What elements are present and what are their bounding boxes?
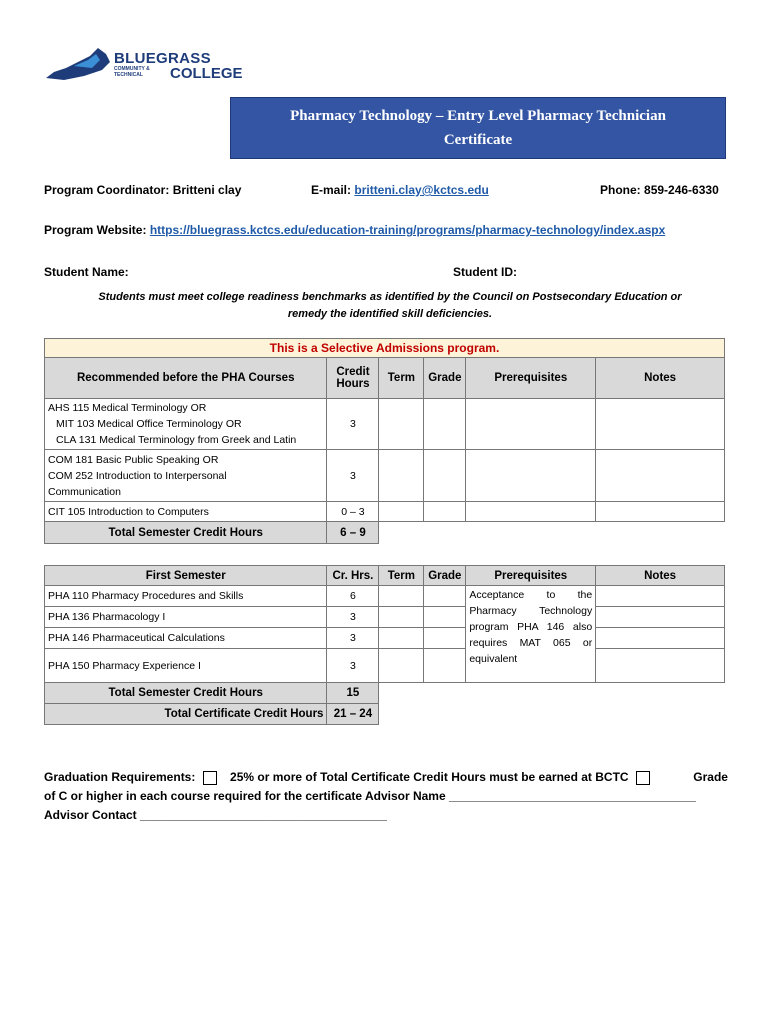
website-link[interactable]: https://bluegrass.kctcs.edu/education-training/programs/pharmacy-technology/index.aspx — [149, 223, 666, 237]
table-row — [45, 649, 725, 683]
course-cell: CIT 105 Introduction to Computers — [45, 502, 327, 522]
table-row — [45, 607, 725, 628]
credit-cell: 3 — [327, 628, 379, 649]
course-line: Communication — [48, 485, 121, 498]
advisor-name-line[interactable]: _____________________________________ — [449, 789, 696, 803]
blank — [379, 683, 725, 704]
grad-line-3 — [44, 806, 734, 825]
selective-admissions-banner: This is a Selective Admissions program. — [45, 339, 725, 358]
logo-college: COLLEGE — [170, 65, 243, 82]
notes-cell[interactable] — [596, 586, 725, 607]
credit-cell: 3 — [327, 607, 379, 628]
term-cell[interactable] — [379, 607, 424, 628]
phone — [600, 183, 719, 197]
phone-label: Phone: — [600, 183, 641, 197]
certificate-total-label: Total Certificate Credit Hours — [45, 704, 327, 725]
header-course: Recommended before the PHA Courses — [45, 358, 327, 399]
header-prereq: Prerequisites — [466, 358, 596, 399]
notes-cell[interactable] — [596, 607, 725, 628]
grad-line-1 — [44, 768, 734, 787]
notes-cell[interactable] — [596, 502, 725, 522]
grade-cell[interactable] — [424, 649, 466, 683]
checkbox-residency[interactable] — [203, 771, 217, 785]
header-prereq: Prerequisites — [466, 566, 596, 586]
course-line: AHS 115 Medical Terminology OR — [48, 402, 207, 414]
course-cell: PHA 110 Pharmacy Procedures and Skills — [45, 586, 327, 607]
course-line: CLA 131 Medical Terminology from Greek and Latin — [56, 434, 297, 446]
recommended-courses-table — [44, 338, 725, 544]
table-row — [45, 628, 725, 649]
page-title — [230, 97, 726, 159]
term-cell[interactable] — [379, 399, 424, 450]
notes-cell[interactable] — [596, 450, 725, 502]
term-cell[interactable] — [379, 649, 424, 683]
prereq-cell — [466, 450, 596, 502]
first-semester-table — [44, 565, 725, 725]
email-link[interactable]: britteni.clay@kctcs.edu — [354, 183, 489, 197]
coordinator-label: Program Coordinator: — [44, 183, 170, 197]
credit-cell: 6 — [327, 586, 379, 607]
student-name-label: Student Name: — [44, 265, 129, 279]
notes-cell[interactable] — [596, 628, 725, 649]
notes-cell[interactable] — [596, 649, 725, 683]
term-cell[interactable] — [379, 628, 424, 649]
course-line: COM 252 Introduction to Interpersonal — [48, 469, 227, 482]
blank — [379, 522, 725, 544]
course-cell: PHA 150 Pharmacy Experience I — [45, 649, 327, 683]
title-line-2: Certificate — [443, 132, 513, 148]
course-line: MIT 103 Medical Office Terminology OR — [56, 418, 242, 430]
graduation-requirements — [44, 768, 734, 825]
coordinator — [44, 183, 241, 197]
grade-cell[interactable] — [424, 450, 466, 502]
course-cell — [45, 399, 327, 450]
total-value: 6 – 9 — [327, 522, 379, 544]
advisor-contact-label: Advisor Contact — [44, 808, 137, 822]
header-notes: Notes — [596, 358, 725, 399]
term-cell[interactable] — [379, 502, 424, 522]
total-label: Total Semester Credit Hours — [45, 683, 327, 704]
table-row — [45, 450, 725, 502]
prereq-cell — [466, 399, 596, 450]
credit-cell: 3 — [327, 649, 379, 683]
grade-cell[interactable] — [424, 502, 466, 522]
header-credit: Cr. Hrs. — [327, 566, 379, 586]
grade-cell[interactable] — [424, 628, 466, 649]
course-line: COM 181 Basic Public Speaking OR — [48, 453, 219, 466]
total-value: 15 — [327, 683, 379, 704]
prereq-cell: Acceptance to the Pharmacy Technology program PHA 146 also requires MAT 065 or equivalent — [466, 586, 596, 683]
grad-req-2b: of C or higher in each course required for the certificate Advisor Name — [44, 789, 446, 803]
student-id-label: Student ID: — [453, 265, 517, 279]
readiness-note: Students must meet college readiness benchmarks as identified by the Council on Postsecondary Education or remedy the identified skill deficiencies. — [98, 291, 682, 320]
term-cell[interactable] — [379, 586, 424, 607]
logo-name: BLUEGRASS — [114, 50, 211, 67]
grade-cell[interactable] — [424, 607, 466, 628]
grad-line-2 — [44, 787, 734, 806]
title-line-1: Pharmacy Technology – Entry Level Pharmacy Technician — [290, 108, 666, 124]
table-row — [45, 586, 725, 607]
email — [311, 183, 489, 197]
table-row — [45, 399, 725, 450]
notes-cell[interactable] — [596, 399, 725, 450]
logo-subtitle: COMMUNITY & TECHNICAL — [114, 66, 150, 78]
course-cell: PHA 146 Pharmaceutical Calculations — [45, 628, 327, 649]
college-logo — [44, 42, 243, 84]
grad-label: Graduation Requirements: — [44, 770, 196, 784]
total-label: Total Semester Credit Hours — [45, 522, 327, 544]
advisor-contact-line[interactable]: _____________________________________ — [140, 808, 387, 822]
website-label: Program Website: — [44, 223, 147, 237]
course-cell — [45, 450, 327, 502]
grade-cell[interactable] — [424, 399, 466, 450]
header-course: First Semester — [45, 566, 327, 586]
certificate-total-value: 21 – 24 — [327, 704, 379, 725]
header-grade: Grade — [424, 566, 466, 586]
credit-cell: 3 — [327, 450, 379, 502]
credit-cell: 0 – 3 — [327, 502, 379, 522]
blank — [379, 704, 725, 725]
grade-cell[interactable] — [424, 586, 466, 607]
term-cell[interactable] — [379, 450, 424, 502]
grad-req-1: 25% or more of Total Certificate Credit Hours must be earned at BCTC — [230, 770, 629, 784]
email-label: E-mail: — [311, 183, 352, 197]
header-notes: Notes — [596, 566, 725, 586]
credit-cell: 3 — [327, 399, 379, 450]
program-website — [44, 223, 665, 237]
checkbox-grade[interactable] — [636, 771, 650, 785]
header-term: Term — [379, 566, 424, 586]
coordinator-name: Britteni clay — [172, 183, 242, 197]
prereq-cell — [466, 502, 596, 522]
course-cell: PHA 136 Pharmacology I — [45, 607, 327, 628]
phone-number: 859-246-6330 — [644, 183, 719, 197]
header-term: Term — [379, 358, 424, 399]
header-grade: Grade — [424, 358, 466, 399]
grad-req-2a: Grade — [693, 770, 728, 784]
kentucky-map-icon — [44, 42, 114, 84]
header-credit: Credit Hours — [327, 358, 379, 399]
table-row — [45, 502, 725, 522]
